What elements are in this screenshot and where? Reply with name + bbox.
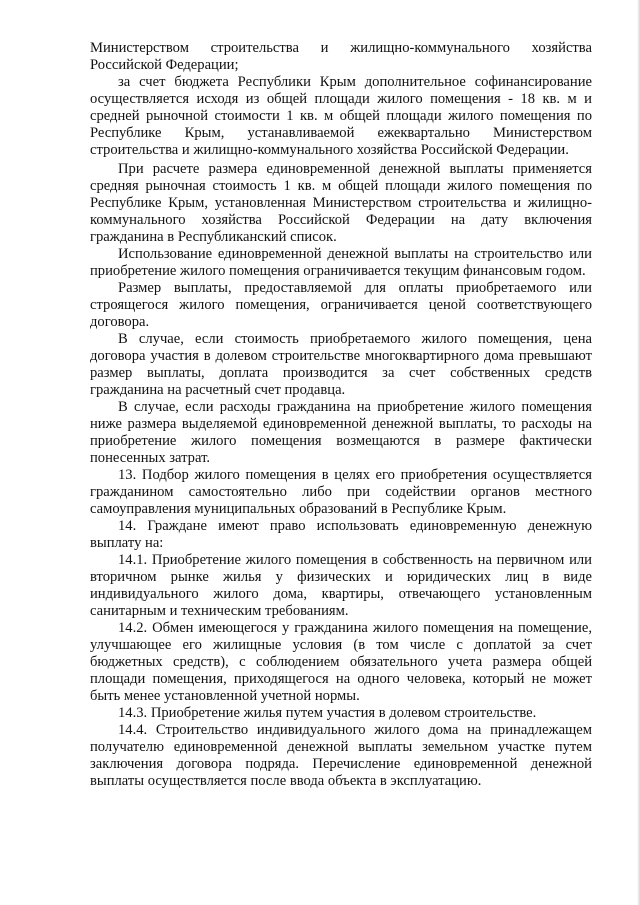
- paragraph-item-14-1: 14.1. Приобретение жилого помещения в собственность на первичном или вторичном рынке жилья у физических и юридических лиц в виде индивидуального жилого дома, квартиры, отвечающего установленным санитарным и техническим требованиям.: [90, 552, 592, 619]
- paragraph-payment-usage: Использование единовременной денежной выплаты на строительство или приобретение жилого помещения ограничивается текущим финансовым годом.: [90, 246, 592, 279]
- paragraph-item-14-2: 14.2. Обмен имеющегося у гражданина жилого помещения на помещение, улучшающее его жилищные условия (в том числе с доплатой за счет бюджетных средств), с соблюдением обязательного учета размера общей площади помещения, приходящегося на одного человека, который не может быть менее установленной учетной нормы.: [90, 620, 592, 704]
- paragraph-surcharge: В случае, если стоимость приобретаемого жилого помещения, цена договора участия в долевом строительстве многоквартирного дома превышают размер выплаты, доплата производится за счет собственных средств гражданина на расчетный счет продавца.: [90, 331, 592, 398]
- paragraph-item-14-4: 14.4. Строительство индивидуального жилого дома на принадлежащем получателю единовременной денежной выплаты земельном участке путем заключения договора подряда. Перечисление единовременной денежной выплаты осуществляется после ввода объекта в эксплуатацию.: [90, 722, 592, 789]
- paragraph-payment-calculation: При расчете размера единовременной денежной выплаты применяется средняя рыночная стоимость 1 кв. м общей площади жилого помещения по Республике Крым, установленная Министерством строительства и жилищно-коммунального хозяйства Российской Федерации на дату включения гражданина в Республиканский список.: [90, 161, 592, 245]
- paragraph-reimbursement: В случае, если расходы гражданина на приобретение жилого помещения ниже размера выделяемой единовременной денежной выплаты, то расходы на приобретение жилого помещения возмещаются в размере фактически понесенных затрат.: [90, 399, 592, 466]
- paragraph-item-14-3: 14.3. Приобретение жилья путем участия в долевом строительстве.: [118, 705, 537, 721]
- paragraph-item-14: 14. Граждане имеют право использовать единовременную денежную выплату на:: [90, 518, 592, 551]
- paragraph-ministry-continuation: Министерством строительства и жилищно-коммунального хозяйства Российской Федерации;: [90, 40, 592, 73]
- document-page: [90, 40, 592, 790]
- paragraph-payment-limit: Размер выплаты, предоставляемой для оплаты приобретаемого или строящегося жилого помещения, ограничивается ценой соответствующего договора.: [90, 280, 592, 330]
- paragraph-crimea-cofinancing: за счет бюджета Республики Крым дополнительное софинансирование осуществляется исходя из общей площади жилого помещения - 18 кв. м и средней рыночной стоимости 1 кв. м общей площади жилого помещения по Республике Крым, устанавливаемой ежеквартально Министерством строительства и жилищно-коммунального хозяйства Российской Федерации.: [90, 74, 592, 158]
- paragraph-item-13: 13. Подбор жилого помещения в целях его приобретения осуществляется гражданином самостоятельно либо при содействии органов местного самоуправления муниципальных образований в Республике Крым.: [90, 467, 592, 517]
